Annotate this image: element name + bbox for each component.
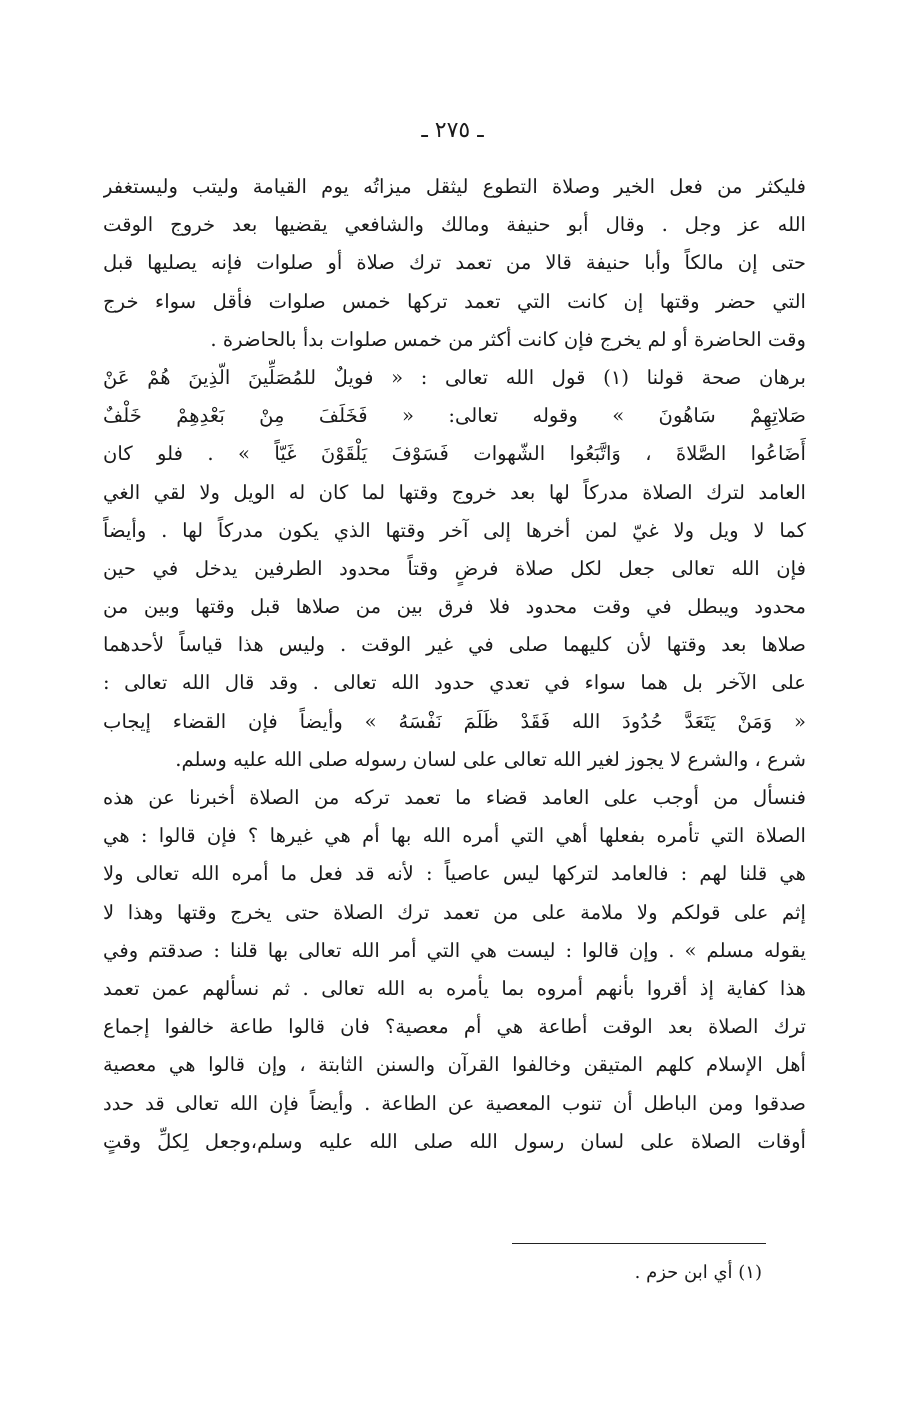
text-line: صلاها بعد وقتها لأن كليهما صلى في غير الوقت . وليس هذا قياساً لأحدهما	[103, 633, 806, 657]
text-line: وقت الحاضرة أو لم يخرج فإن كانت أكثر من خمس صلوات بدأ بالحاضرة .	[210, 327, 806, 351]
page-number: ـ ٢٧٥ ـ	[421, 118, 484, 143]
text-line: على الآخر بل هما سواء في تعدي حدود الله تعالى . وقد قال الله تعالى :	[103, 671, 806, 695]
text-line: فنسأل من أوجب على العامد قضاء ما تعمد تركه من الصلاة أخبرنا عن هذه	[103, 786, 806, 809]
text-line: فليكثر من فعل الخير وصلاة التطوع ليثقل ميزاتُه يوم القيامة وليتب وليستغفر	[103, 175, 806, 198]
text-line: هذا كفاية إذ أقروا بأنهم أمروه بما يأمره به الله تعالى . ثم نسألهم عمن تعمد	[103, 976, 806, 1000]
text-line: فإن الله تعالى جعل لكل صلاة فرضٍ وقتاً محدود الطرفين يدخل في حين	[103, 556, 806, 580]
text-line: برهان صحة قولنا (١) قول الله تعالى : « فويلٌ للمُصَلِّينَ الّذِينَ هُمْ عَنْ	[103, 365, 806, 389]
text-line: الصلاة التي تأمره بفعلها أهي التي أمره الله بها أم هي غيرها ؟ فإن قالوا : هي	[103, 824, 806, 848]
text-line: صَلاتِهِمْ سَاهُونَ » وقوله تعالى: « فَخَلَفَ مِنْ بَعْدِهِمْ خَلْفٌ	[103, 404, 806, 428]
footnote: (١) أي ابن حزم .	[634, 1262, 762, 1283]
text-line: إثم على قولكم ولا ملامة على من تعمد ترك الصلاة حتى يخرج وقتها وهذا لا	[103, 900, 806, 924]
text-line: أَضَاعُوا الصَّلاةَ ، وَاتَّبَعُوا الشّهوات فَسَوْفَ يَلْقَوْنَ غَيّاً » . فلو كان	[103, 442, 806, 466]
text-line: يقوله مسلم » . وإن قالوا : ليست هي التي أمر الله تعالى بها قلنا : صدقتم وفي	[103, 938, 806, 962]
text-line: أهل الإسلام كلهم المتيقن وخالفوا القرآن والسنن الثابتة ، وإن قالوا هي معصية	[103, 1053, 806, 1077]
text-line: ترك الصلاة بعد الوقت أطاعة هي أم معصية؟ فان قالوا طاعة خالفوا إجماع	[103, 1015, 806, 1039]
text-line: شرع ، والشرع لا يجوز لغير الله تعالى على لسان رسوله صلى الله عليه وسلم.	[175, 747, 806, 771]
text-line: حتى إن مالكاً وأبا حنيفة قالا من تعمد ترك صلاة أو صلوات فإنه يصليها قبل	[103, 251, 806, 275]
text-line: العامد لترك الصلاة مدركاً لها بعد خروج وقتها لما كان له الويل ولا لقي الغي	[103, 480, 806, 504]
text-line: « وَمَنْ يَتَعَدَّ حُدُودَ الله فَقَدْ ظَلَمَ نَفْسَهُ » وأيضاً فإن القضاء إيجاب	[103, 709, 806, 733]
text-line: محدود ويبطل في وقت محدود فلا فرق بين من صلاها قبل وقتها وبين من	[103, 595, 806, 619]
text-line: صدقوا ومن الباطل أن تنوب المعصية عن الطاعة . وأيضاً فإن الله تعالى قد حدد	[103, 1091, 806, 1115]
footnote-divider	[512, 1243, 766, 1244]
text-line: التي حضر وقتها إن كانت التي تعمد تركها خمس صلوات فأقل سواء خرج	[103, 289, 806, 313]
text-line: كما لا ويل ولا غيّ لمن أخرها إلى آخر وقتها الذي يكون مدركاً لها . وأيضاً	[103, 518, 806, 542]
text-line: أوقات الصلاة على لسان رسول الله صلى الله عليه وسلم،وجعل لِكلِّ وقتٍ	[103, 1129, 806, 1153]
text-line: الله عز وجل . وقال أبو حنيفة ومالك والشافعي يقضيها بعد خروج الوقت	[103, 213, 806, 237]
text-line: هي قلنا لهم : فالعامد لتركها ليس عاصياً : لأنه قد فعل ما أمره الله تعالى ولا	[103, 862, 806, 886]
main-text	[103, 168, 806, 1161]
